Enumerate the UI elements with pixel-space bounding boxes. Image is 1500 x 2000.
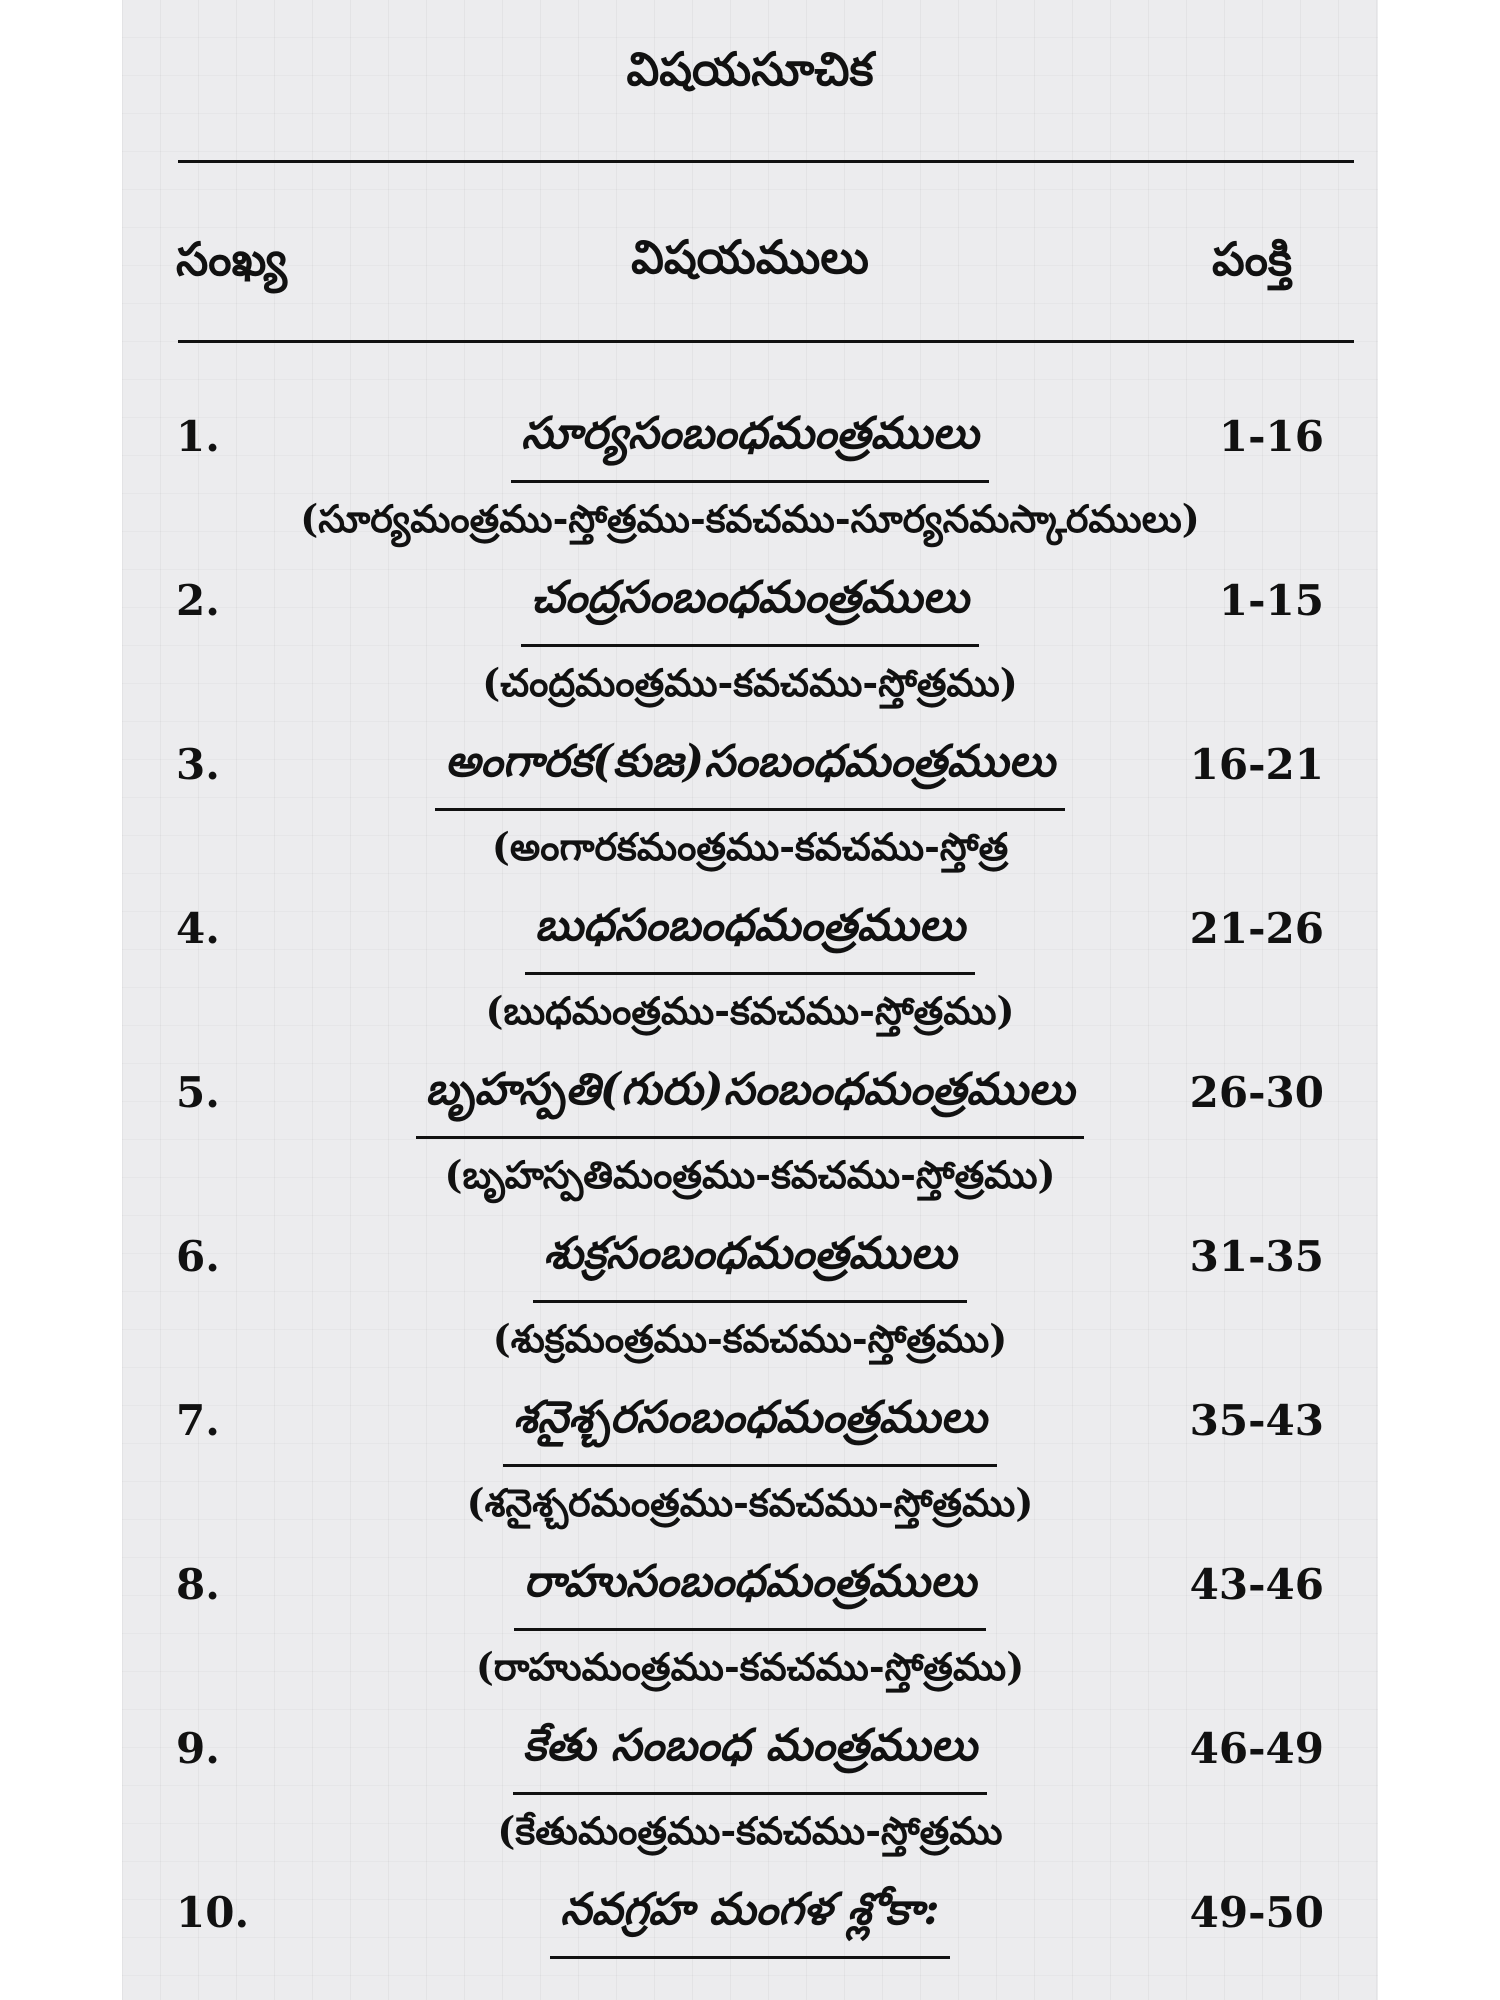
entry-title: కేతు సంబంధ మంత్రములు (513, 1720, 987, 1795)
entry-number: 10. (176, 1888, 250, 1937)
entry-pages: 31-35 (1189, 1232, 1324, 1281)
entry-title: అంగారక(కుజ)సంబంధమంత్రములు (435, 736, 1065, 811)
entry-title: రాహుసంబంధమంత్రములు (514, 1556, 987, 1631)
entry-title: చంద్రసంబంధమంత్రములు (521, 572, 979, 647)
entry-description: (శుక్రమంత్రము-కవచము-స్తోత్రము) (492, 1316, 1008, 1361)
entry-title: శనైశ్చరసంబంధమంత్రములు (503, 1392, 997, 1467)
entry-description: (కేతుమంత్రము-కవచము-స్తోత్రము (497, 1808, 1003, 1853)
entry-number: 2. (176, 576, 220, 625)
entry-number: 6. (176, 1232, 220, 1281)
entry-description: (రాహుమంత్రము-కవచము-స్తోత్రము) (475, 1644, 1025, 1689)
entry-title: శుక్రసంబంధమంత్రములు (533, 1228, 966, 1303)
entry-number: 4. (176, 904, 220, 953)
entry-pages: 21-26 (1189, 904, 1324, 953)
entry-pages: 43-46 (1189, 1560, 1324, 1609)
entry-pages: 16-21 (1189, 740, 1324, 789)
entry-description: (శనైశ్చరమంత్రము-కవచము-స్తోత్రము) (466, 1480, 1034, 1525)
entry-number: 3. (176, 740, 220, 789)
entry-pages: 1-16 (1218, 412, 1324, 461)
entry-number: 9. (176, 1724, 220, 1773)
document-page (122, 0, 1378, 2000)
header-top-rule (178, 160, 1354, 163)
entry-pages: 49-50 (1189, 1888, 1324, 1937)
entry-pages: 35-43 (1189, 1396, 1324, 1445)
entry-pages: 1-15 (1218, 576, 1324, 625)
entry-title: బృహస్పతి(గురు)సంబంధమంత్రములు (416, 1064, 1085, 1139)
entry-number: 7. (176, 1396, 220, 1445)
entry-number: 1. (176, 412, 220, 461)
entry-title: నవగ్రహ మంగళ శ్లోకా: (550, 1884, 949, 1959)
entry-number: 5. (176, 1068, 220, 1117)
header-bottom-rule (178, 340, 1354, 343)
entry-title: బుధసంబంధమంత్రములు (525, 900, 975, 975)
entry-description: (బృహస్పతిమంత్రము-కవచము-స్తోత్రము) (444, 1152, 1056, 1197)
entry-description: (సూర్యమంత్రము-స్తోత్రము-కవచము-సూర్యనమస్కారములు) (300, 496, 1200, 541)
entry-number: 8. (176, 1560, 220, 1609)
entry-description: (చంద్రమంత్రము-కవచము-స్తోత్రము) (482, 660, 1018, 705)
entry-description: (బుధమంత్రము-కవచము-స్తోత్రము) (485, 988, 1015, 1033)
page-column-header: పంక్తి (1211, 232, 1292, 286)
entry-title: సూర్యసంబంధమంత్రములు (511, 408, 988, 483)
entry-pages: 46-49 (1189, 1724, 1324, 1773)
page-title: విషయసూచిక (626, 42, 874, 96)
number-column-header: సంఖ్య (176, 232, 287, 286)
entry-description: (అంగారకమంత్రము-కవచము-స్తోత్ర (491, 824, 1009, 869)
subject-column-header: విషయములు (631, 230, 869, 284)
entry-pages: 26-30 (1189, 1068, 1324, 1117)
